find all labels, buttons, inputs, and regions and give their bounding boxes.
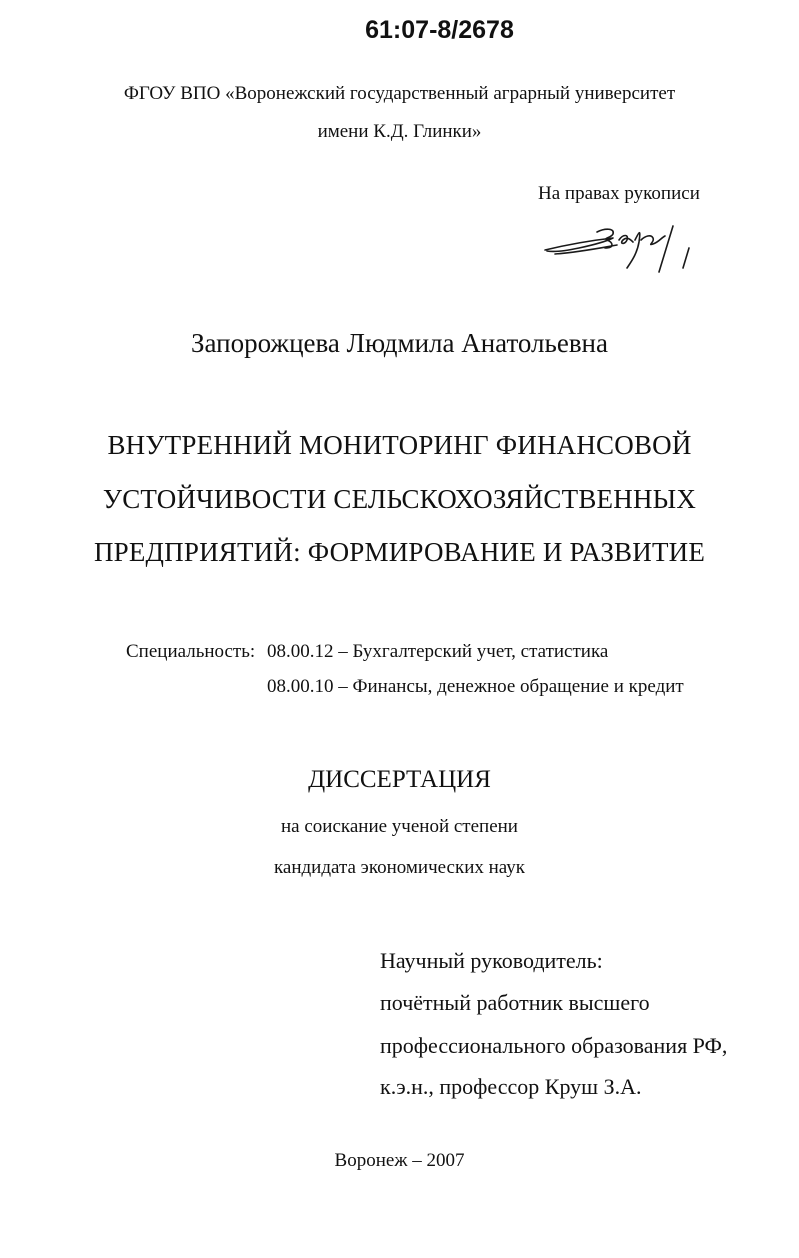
supervisor-line-3: профессионального образования РФ, bbox=[380, 1033, 728, 1058]
city-year: Воронеж – 2007 bbox=[334, 1150, 465, 1171]
institution-line-1: ФГОУ ВПО «Воронежский государственный аграрный университет bbox=[123, 83, 676, 104]
institution-line-2: имени К.Д. Глинки» bbox=[317, 121, 482, 142]
document-code: 61:07-8/2678 bbox=[365, 16, 514, 44]
degree-line-1: на соискание ученой степени bbox=[281, 816, 518, 837]
rights-note: На правах рукописи bbox=[538, 183, 700, 204]
degree-line-2: кандидата экономических наук bbox=[273, 857, 526, 878]
specialty-2: 08.00.10 – Финансы, денежное обращение и кредит bbox=[267, 676, 684, 697]
supervisor-heading: Научный руководитель: bbox=[380, 948, 603, 973]
supervisor-line-2: почётный работник высшего bbox=[380, 990, 650, 1015]
title-line-3: ПРЕДПРИЯТИЙ: ФОРМИРОВАНИЕ И РАЗВИТИЕ bbox=[93, 537, 706, 567]
handwritten-signature bbox=[535, 218, 695, 278]
supervisor-line-4: к.э.н., профессор Круш З.А. bbox=[380, 1074, 642, 1099]
specialty-1: 08.00.12 – Бухгалтерский учет, статистика bbox=[267, 641, 609, 662]
specialty-label: Специальность: bbox=[126, 641, 256, 662]
work-type: ДИССЕРТАЦИЯ bbox=[308, 766, 491, 793]
author-name: Запорожцева Людмила Анатольевна bbox=[190, 328, 608, 358]
title-line-1: ВНУТРЕННИЙ МОНИТОРИНГ ФИНАНСОВОЙ bbox=[107, 430, 692, 460]
title-line-2: УСТОЙЧИВОСТИ СЕЛЬСКОХОЗЯЙСТВЕННЫХ bbox=[102, 484, 697, 514]
